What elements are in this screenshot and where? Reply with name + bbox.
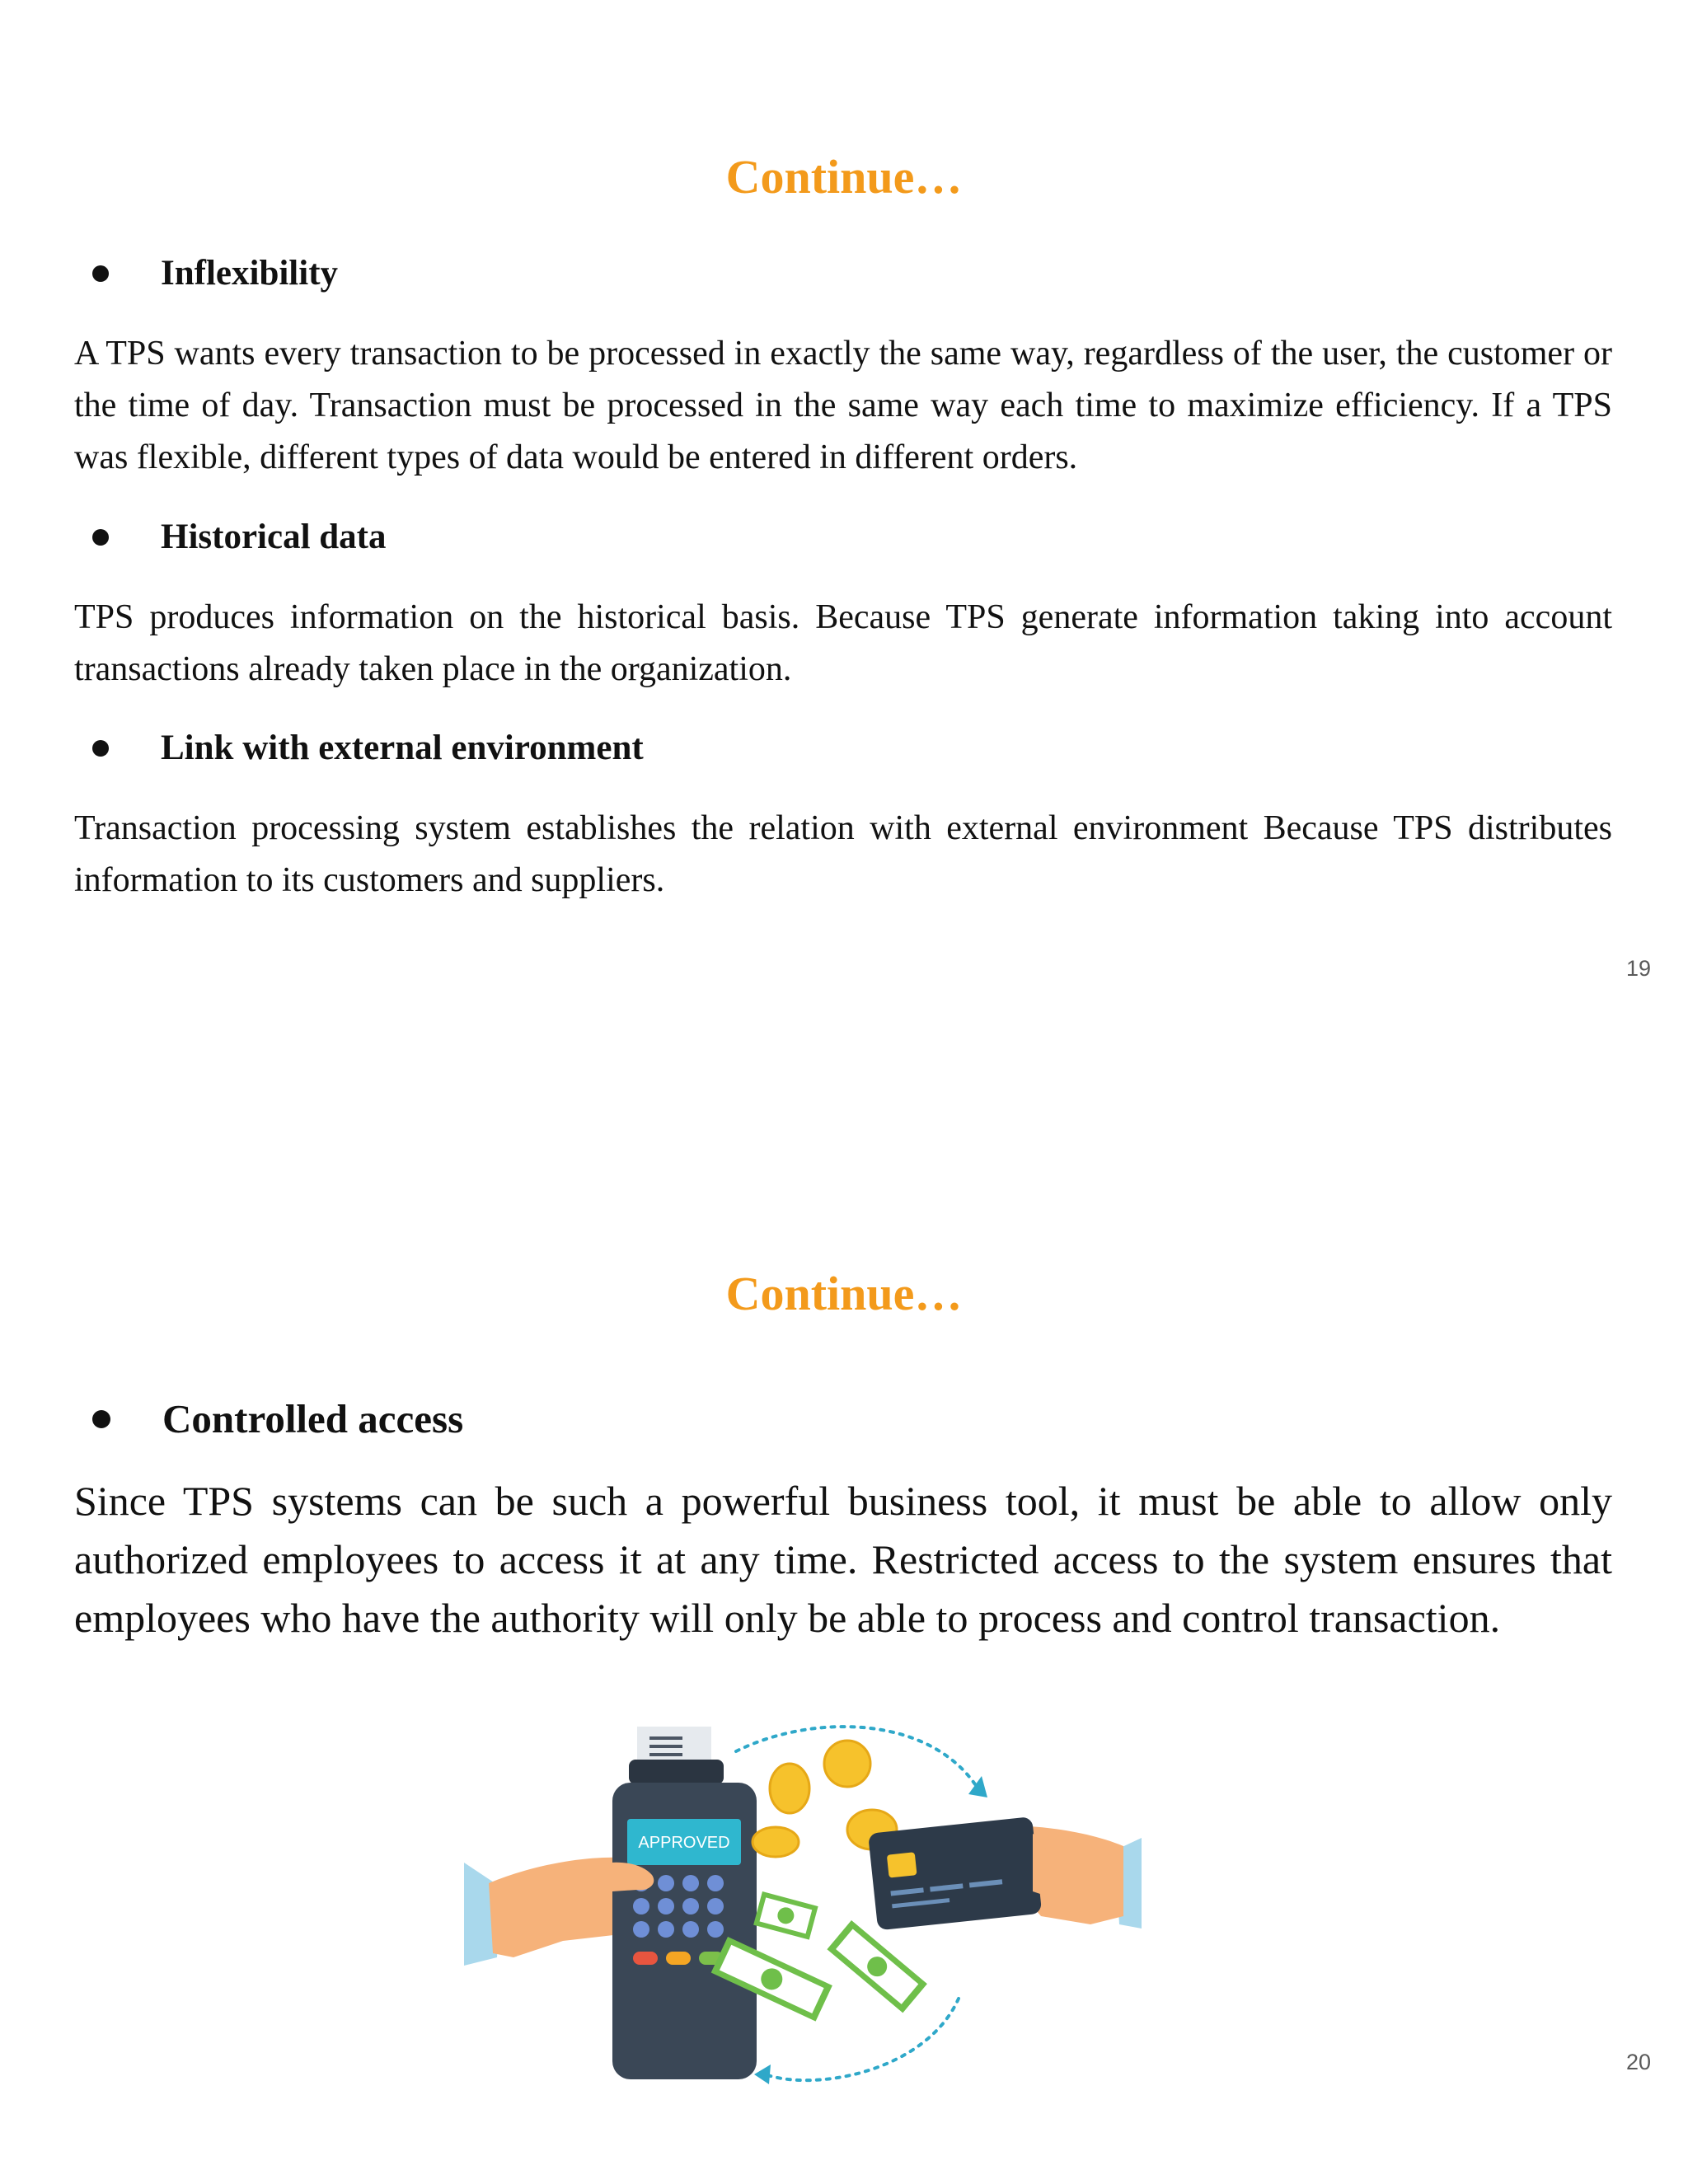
- slide-title: Continue…: [725, 150, 963, 204]
- arrow-bottom-head-icon: [754, 2064, 771, 2084]
- payment-illustration: [464, 1718, 1142, 2121]
- paragraph-historical-data: TPS produces information on the historical basis. Because TPS generate information taking into account transactions already taken place in the organization.: [74, 598, 1612, 688]
- paragraph-inflexibility: A TPS wants every transaction to be processed in exactly the same way, regardless of the user, the customer or the time of day. Transaction must be processed in the same way each time to maximize efficiency. If a TPS was flexible, different types of data would be entered in different orders.: [74, 335, 1612, 476]
- terminal-screen-text: APPROVED: [638, 1834, 730, 1852]
- page-number: 20: [1625, 2050, 1651, 2074]
- arrow-top-head-icon: [968, 1776, 987, 1797]
- bullet-heading-link-external-environment: [92, 726, 644, 771]
- bullet-heading-text: Link with external environment: [161, 729, 644, 767]
- slide-20: [0, 1096, 1688, 2184]
- bullet-dot-icon: [92, 1410, 110, 1428]
- card-chip-icon: [887, 1852, 917, 1877]
- page-number: 19: [1625, 956, 1651, 981]
- bullet-heading-inflexibility: [92, 251, 338, 296]
- bullet-dot-icon: [92, 740, 109, 757]
- arrow-bottom-icon: [761, 1999, 959, 2080]
- slide-title: Continue…: [725, 1267, 963, 1320]
- credit-card-icon: [868, 1816, 1042, 1930]
- bullet-heading-historical-data: [92, 515, 387, 560]
- bullet-heading-text: Historical data: [161, 518, 387, 556]
- bullet-dot-icon: [92, 529, 109, 546]
- bullet-heading-text: Inflexibility: [161, 254, 339, 293]
- bullet-dot-icon: [92, 265, 109, 282]
- paragraph-controlled-access: Since TPS systems can be such a powerful business tool, it must be able to allow only authorized employees to access it at any time. Restricted access to the system ensures that employees who have the authority will only be able to process and control transaction.: [74, 1478, 1612, 1641]
- paragraph-link-external-environment: Transaction processing system establishes the relation with external environment Because TPS distributes information to its customers and suppliers.: [74, 809, 1612, 899]
- bullet-heading-text: Controlled access: [162, 1396, 464, 1441]
- payment-terminal-icon: [612, 1727, 757, 2079]
- bullet-heading-controlled-access: [92, 1394, 463, 1444]
